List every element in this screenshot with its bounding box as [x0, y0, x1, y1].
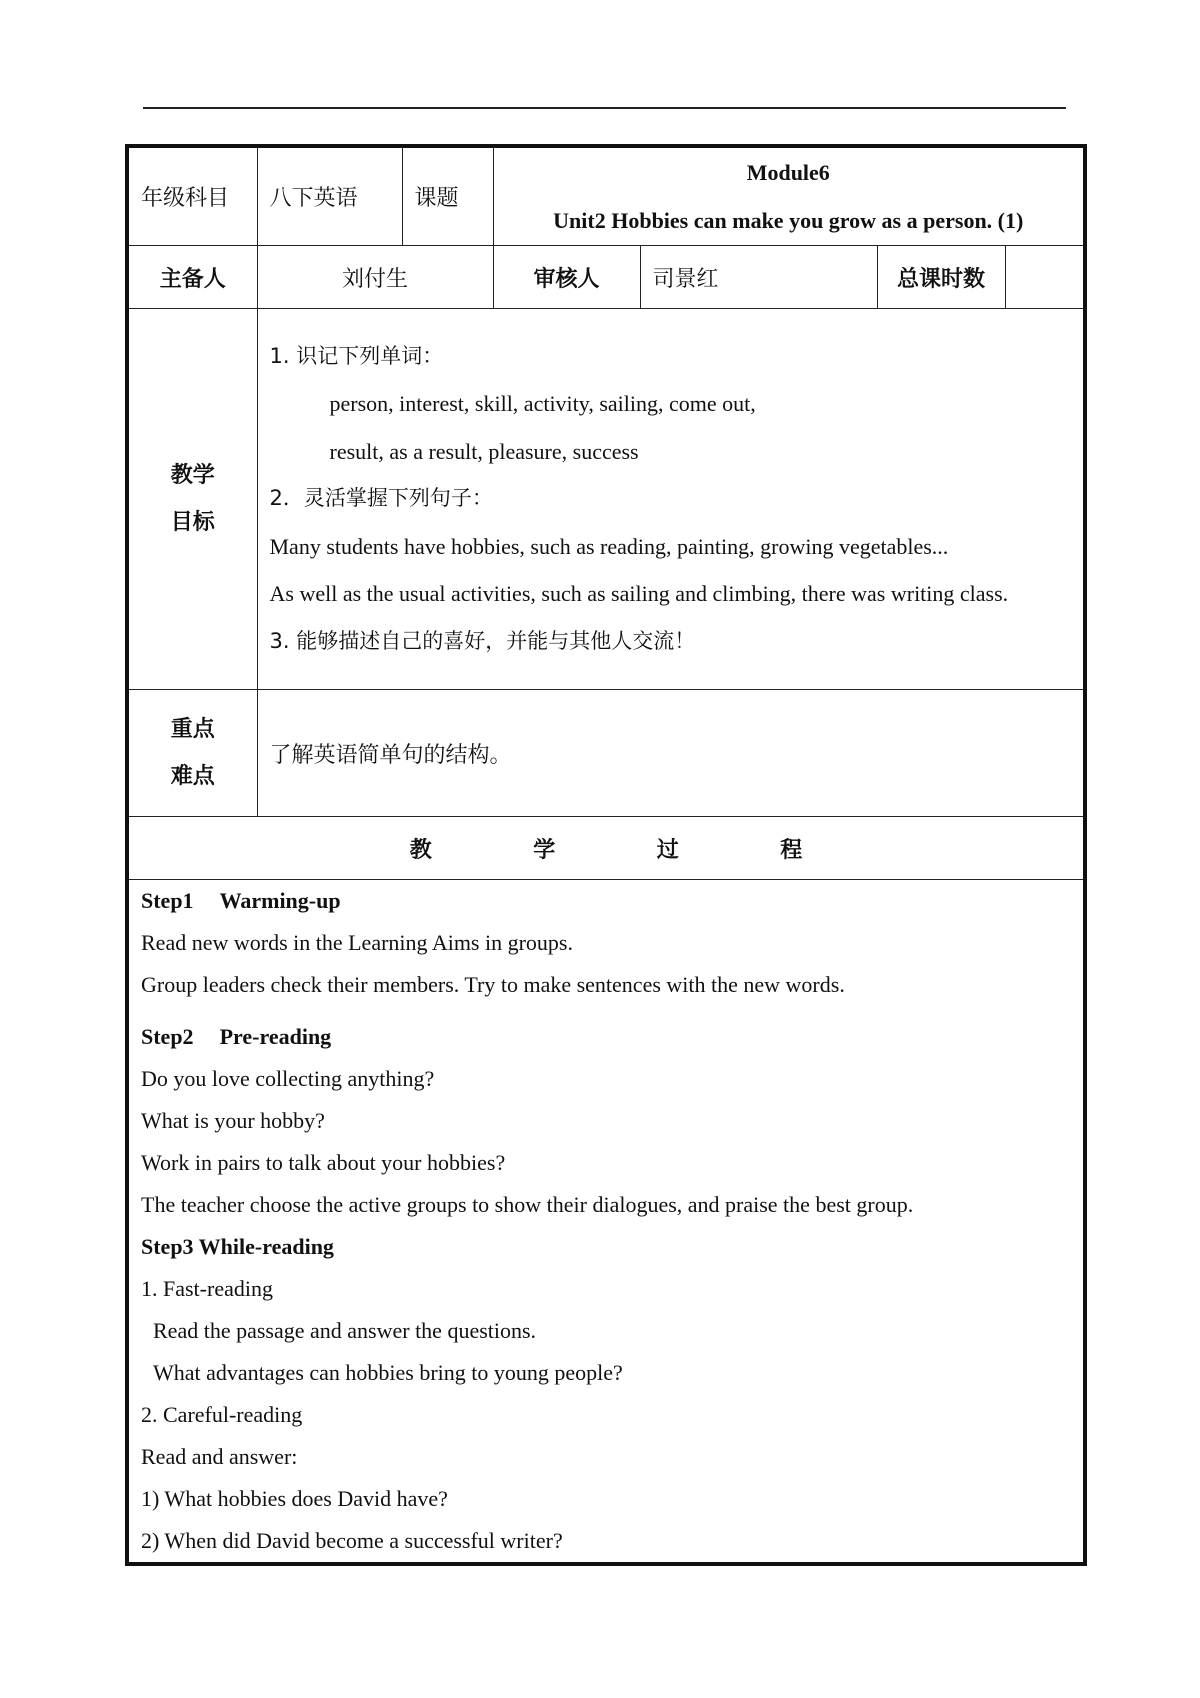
objectives-label: [127, 309, 257, 690]
objectives-row: [127, 309, 1085, 690]
topic-label: 课题: [402, 146, 493, 246]
header-row: [127, 146, 1085, 246]
key-points-content: 了解英语简单句的结构。: [257, 690, 1085, 817]
step2-number: Step2: [141, 1024, 194, 1049]
objectives-content: [257, 309, 1085, 690]
fast-reading-line: What advantages can hobbies bring to young people?: [153, 1360, 623, 1385]
module-title: Module6: [746, 159, 830, 185]
careful-reading-title: 2. Careful-reading: [141, 1402, 303, 1427]
step2-line: The teacher choose the active groups to show their dialogues, and praise the best group.: [141, 1192, 914, 1217]
process-content: [127, 880, 1085, 1565]
step2-line: Work in pairs to talk about your hobbies?: [141, 1150, 506, 1175]
process-content-row: [127, 880, 1085, 1565]
process-title-row: [127, 817, 1085, 880]
preparer-label: 主备人: [127, 246, 257, 309]
step2-heading: [141, 1016, 1071, 1058]
unit-title: Unit2 Hobbies can make you grow as a person. (1): [553, 207, 1024, 233]
lesson-title: [493, 146, 1085, 246]
step1-line: Group leaders check their members. Try to make sentences with the new words.: [141, 972, 845, 997]
objective-3: 3. 能够描述自己的喜好，并能与其他人交流！: [269, 628, 696, 653]
step1-heading: [141, 880, 1071, 922]
careful-reading-intro: Read and answer:: [141, 1444, 298, 1469]
key-points-label-line1: 重点: [170, 717, 215, 742]
step2-line: Do you love collecting anything?: [141, 1066, 435, 1091]
key-points-label-line2: 难点: [170, 764, 215, 789]
objectives-label-line1: 教学: [170, 463, 215, 488]
staff-row: [127, 246, 1085, 309]
key-points-label: [127, 690, 257, 817]
header-rule: [143, 107, 1066, 109]
step2-name: Pre-reading: [219, 1024, 332, 1049]
step1-name: Warming-up: [219, 888, 341, 913]
process-title: [127, 817, 1085, 880]
careful-reading-question: 2) When did David become a successful writer?: [141, 1528, 563, 1553]
reviewer-name: 司景红: [640, 246, 877, 309]
preparer-name: 刘付生: [257, 246, 493, 309]
step1-number: Step1: [141, 888, 194, 913]
objective-1-words-line2: result, as a result, pleasure, success: [329, 438, 639, 464]
objective-1-words-line1: person, interest, skill, activity, sailing, come out,: [329, 391, 756, 417]
fast-reading-line: Read the passage and answer the questions.: [153, 1318, 537, 1343]
objective-2-title: 2．灵活掌握下列句子：: [269, 486, 493, 511]
objective-1-title: 1. 识记下列单词：: [269, 343, 444, 368]
key-points-row: [127, 690, 1085, 817]
step2-line: What is your hobby?: [141, 1108, 325, 1133]
step3-heading: Step3 While-reading: [141, 1234, 334, 1259]
objective-2-sentence-1: Many students have hobbies, such as reading, painting, growing vegetables...: [269, 533, 949, 559]
process-title-char: 程: [780, 837, 803, 863]
lesson-plan-table: [125, 144, 1087, 1566]
total-hours-label: 总课时数: [877, 246, 1005, 309]
step1-line: Read new words in the Learning Aims in groups.: [141, 930, 573, 955]
grade-subject-label: 年级科目: [127, 146, 257, 246]
careful-reading-question: 1) What hobbies does David have?: [141, 1486, 448, 1511]
total-hours-value: [1005, 246, 1085, 309]
process-title-char: 学: [533, 837, 556, 863]
process-title-char: 教: [409, 837, 432, 863]
process-title-char: 过: [656, 837, 679, 863]
fast-reading-title: 1. Fast-reading: [141, 1276, 273, 1301]
objective-2-sentence-2: As well as the usual activities, such as sailing and climbing, there was writing class.: [269, 581, 1009, 607]
grade-subject-value: 八下英语: [257, 146, 402, 246]
objectives-label-line2: 目标: [170, 510, 215, 535]
reviewer-label: 审核人: [493, 246, 640, 309]
